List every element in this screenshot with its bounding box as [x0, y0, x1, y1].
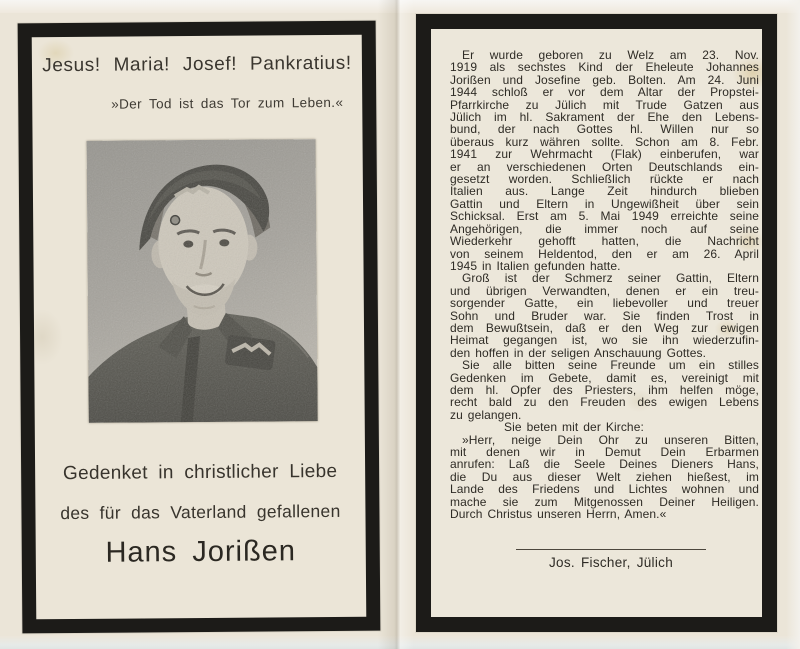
obituary-line: Gedenken im Gebete, damit es, vereinigt mit: [450, 370, 759, 385]
obituary-line: Sie alle bitten seine Freunde um ein stilles: [462, 358, 759, 373]
obituary-line: die Du aus dieser Welt ziehen hießest, im: [450, 469, 759, 484]
obituary-paragraph: [450, 434, 759, 521]
obituary-line: überaus kurz währen sollte. Schon am 8. Febr.: [450, 134, 759, 149]
obituary-line: 1945 in Italien gefunden hatte.: [450, 258, 621, 273]
obituary-line: Jülich im hl. Sakrament der Ehe den Lebens-: [450, 110, 759, 125]
dedication-line-2: des für das Vaterland gefallenen: [60, 500, 341, 524]
obituary-paragraph: [450, 359, 759, 421]
obituary-line: 1941 zur Wehrmacht (Flak) einberufen, war: [450, 147, 759, 162]
deceased-name: Hans Jorißen: [105, 535, 297, 569]
obituary-line: Sohn und Bruder war. Sie finden Trost in: [450, 308, 759, 323]
obituary-paragraph: [450, 421, 759, 433]
obituary-line: Italien aus. Lange Zeit hindurch blieben: [450, 184, 759, 199]
obituary-text: [450, 49, 759, 520]
obituary-line: recht bald zu den Freuden des ewigen Lebens: [450, 395, 759, 410]
left-page-frame: [18, 21, 381, 634]
obituary-line: Er wurde geboren zu Welz am 23. Nov.: [462, 48, 759, 62]
obituary-line: Pfarrkirche zu Jülich mit Trude Gatzen aus: [450, 97, 759, 112]
invocation-line: Jesus! Maria! Josef! Pankratius!: [42, 52, 352, 77]
scanner-edge-right: [786, 0, 800, 649]
obituary-line: Schicksal. Erst am 5. Mai 1949 erreichte seine: [450, 209, 759, 224]
obituary-line: gesetzt worden. Schließlich rückte er nach: [450, 172, 759, 187]
obituary-line: Gattin und Eltern in Ungewißheit über sein: [450, 196, 759, 211]
obituary-line: bund, der nach Gottes hl. Willen nur so: [450, 122, 759, 137]
obituary-paragraph: [450, 272, 759, 359]
obituary-line: dem Bewußtsein, daß er den Weg zur ewigen: [450, 320, 759, 335]
obituary-line: »Herr, neige Dein Ohr zu unseren Bitten,: [462, 432, 759, 447]
obituary-line: zu gelangen.: [450, 407, 522, 422]
obituary-line: Jorißen und Josefine geb. Bolten. Am 24. Juni: [450, 72, 759, 87]
right-page-frame: [416, 14, 777, 632]
printer-signature: Jos. Fischer, Jülich: [548, 555, 674, 570]
printer-signature-block: [516, 549, 706, 570]
obituary-line: Durch Christus unseren Herrn, Amen.«: [450, 507, 667, 522]
obituary-line: von seinem Heldentod, den er am 26. April: [450, 246, 759, 261]
dedication-line-1: Gedenket in christlicher Liebe: [62, 460, 338, 485]
obituary-line: Angehörigen, die immer noch auf seine: [450, 221, 759, 236]
obituary-line: 1919 als sechstes Kind der Eheleute Johannes: [450, 60, 759, 75]
obituary-line: 1944 schloß er vor dem Altar der Propstei-: [450, 85, 759, 100]
obituary-line: er an verschiedenen Orten Deutschlands ein-: [450, 159, 759, 174]
obituary-line: Heimat gegangen ist, wo sie ihn wiederzufin-: [450, 333, 759, 348]
obituary-line: sorgender Gatte, ein liebevoller und treuer: [450, 296, 759, 311]
obituary-line: anrufen: Laß die Seele Deines Dieners Hans,: [450, 457, 759, 472]
fold-crease: [378, 0, 414, 649]
obituary-line: mit denen wir in Demut Dein Erbarmen: [450, 445, 759, 459]
soldier-portrait-photo: [87, 139, 318, 423]
obituary-line: mache sie zum Mitgenossen Deiner Heiligen.: [450, 494, 759, 509]
obituary-line: Sie beten mit der Kirche:: [504, 420, 644, 435]
obituary-paragraph: [450, 49, 759, 272]
obituary-line: den hoffen in der seligen Anschauung Gottes.: [450, 345, 707, 360]
obituary-line: Lande des Friedens und Lichtes wohnen und: [450, 482, 759, 497]
motto-line: »Der Tod ist das Tor zum Leben.«: [111, 94, 344, 112]
obituary-line: dem hl. Opfer des Priesters, ihm helfen möge,: [450, 382, 759, 397]
obituary-line: Groß ist der Schmerz seiner Gattin, Eltern: [462, 271, 759, 286]
obituary-line: Wiederkehr gehofft hatten, die Nachricht: [450, 234, 759, 249]
obituary-line: und übrigen Verwandten, denen er ein treu-: [450, 283, 759, 298]
